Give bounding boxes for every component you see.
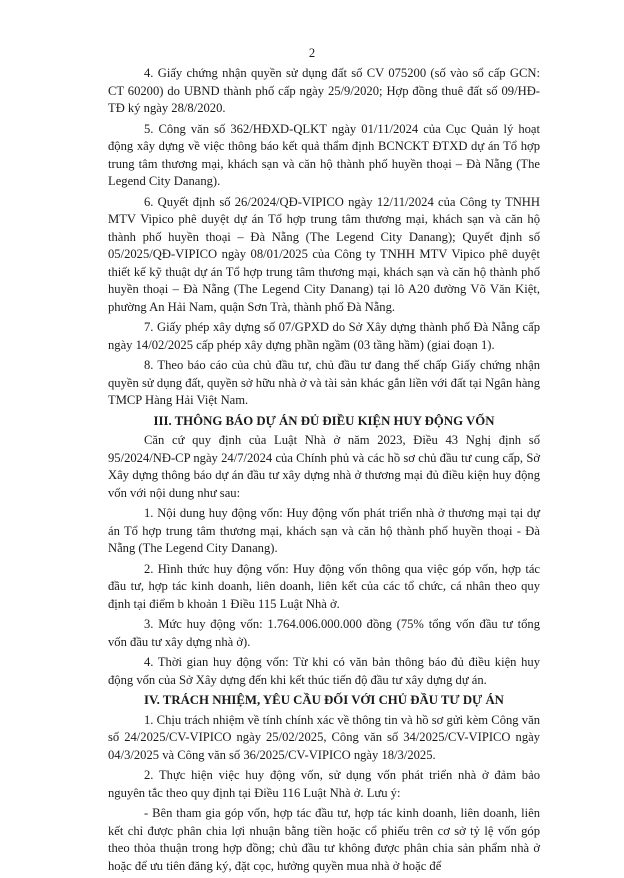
section-3-item-1: 1. Nội dung huy động vốn: Huy động vốn phát triển nhà ở thương mại tại dự án Tổ hợp trung tâm thương mại, khách sạn và căn hộ thành phố huyền thoại - Đà Nẵng (The Legend City Danang).	[108, 506, 540, 555]
paragraph-item-4: 4. Giấy chứng nhận quyền sử dụng đất số CV 075200 (số vào sổ cấp GCN: CT 60200) do UBND thành phố cấp ngày 25/9/2020; Hợp đồng thuê đất số 09/HĐ-TĐ ký ngày 28/8/2020.	[108, 66, 540, 115]
document-body	[108, 65, 540, 878]
section-3-item-3: 3. Mức huy động vốn: 1.764.006.000.000 đồng (75% tổng vốn đầu tư tổng vốn đầu tư xây dựng nhà ở).	[108, 617, 540, 649]
section-4-bullet: - Bên tham gia góp vốn, hợp tác đầu tư, hợp tác kinh doanh, liên doanh, liên kết chỉ được phân chia lợi nhuận bằng tiền hoặc cổ phiếu trên cơ sở tỷ lệ vốn góp theo thỏa thuận trong hợp đồng; chủ đầu tư không được phân chia sản phẩm nhà ở hoặc để ưu tiên đăng ký, đặt cọc, hưởng quyền mua nhà ở hoặc để	[108, 806, 540, 873]
paragraph-item-5: 5. Công văn số 362/HĐXD-QLKT ngày 01/11/2024 của Cục Quản lý hoạt động xây dựng về việc thông báo kết quả thẩm định BCNCKT ĐTXD dự án Tổ hợp trung tâm thương mại, khách sạn và căn hộ thành phố huyền thoại – Đà Nẵng (The Legend City Danang).	[108, 121, 540, 188]
paragraph-item-8: 8. Theo báo cáo của chủ đầu tư, chủ đầu tư đang thế chấp Giấy chứng nhận quyền sử dụng đất, quyền sở hữu nhà ở và tài sản khác gắn liền với đất tại Ngân hàng TMCP Hàng Hải Việt Nam.	[108, 358, 540, 407]
section-4-heading: IV. TRÁCH NHIỆM, YÊU CẦU ĐỐI VỚI CHỦ ĐẦU TƯ DỰ ÁN	[144, 693, 504, 707]
paragraph-item-7: 7. Giấy phép xây dựng số 07/GPXD do Sở Xây dựng thành phố Đà Nẵng cấp ngày 14/02/2025 cấp phép xây dựng phần ngầm (03 tầng hầm) (giai đoạn 1).	[108, 320, 540, 352]
section-4-item-1: 1. Chịu trách nhiệm về tính chính xác về thông tin và hồ sơ gửi kèm Công văn số 24/2025/CV-VIPICO ngày 25/02/2025, Công văn số 34/2025/CV-VIPICO ngày 04/3/2025 và Công văn số 36/2025/CV-VIPICO ngày 18/3/2025.	[108, 712, 540, 762]
section-3-item-4: 4. Thời gian huy động vốn: Từ khi có văn bản thông báo đủ điều kiện huy động vốn của Sở Xây dựng đến khi kết thúc tiến độ đầu tư xây dựng dự án.	[108, 655, 540, 687]
section-3-intro: Căn cứ quy định của Luật Nhà ở năm 2023, Điều 43 Nghị định số 95/2024/NĐ-CP ngày 24/7/2024 của Chính phủ và các hồ sơ chủ đầu tư cung cấp, Sở Xây dựng thông báo dự án đầu tư xây dựng nhà ở thương mại đủ điều kiện huy động vốn với nội dung như sau:	[108, 433, 540, 500]
page-number: 2	[308, 46, 316, 60]
section-3-heading: III. THÔNG BÁO DỰ ÁN ĐỦ ĐIỀU KIỆN HUY ĐỘNG VỐN	[153, 413, 495, 428]
section-4-item-2: 2. Thực hiện việc huy động vốn, sử dụng vốn phát triển nhà ở đảm bảo nguyên tắc theo quy định tại Điều 116 Luật Nhà ở. Lưu ý:	[108, 768, 540, 800]
section-3-item-2: 2. Hình thức huy động vốn: Huy động vốn thông qua việc góp vốn, hợp tác đầu tư, hợp tác kinh doanh, liên doanh, liên kết của các tổ chức, cá nhân theo quy định tại điểm b khoản 1 Điều 115 Luật Nhà ở.	[108, 561, 540, 611]
paragraph-item-6: 6. Quyết định số 26/2024/QĐ-VIPICO ngày 12/11/2024 của Công ty TNHH MTV Vipico phê duyệt dự án Tổ hợp trung tâm thương mại, khách sạn và căn hộ thành phố huyền thoại – Đà Nẵng (The Legend City Danang); Quyết định số 05/2025/QĐ-VIPICO ngày 08/01/2025 của Công ty TNHH MTV Vipico phê duyệt thiết kế kỹ thuật dự án Tổ hợp trung tâm thương mại, khách sạn và căn hộ thành phố huyền thoại – Đà Nẵng (The Legend City Danang) tại lô A20 đường Võ Văn Kiệt, phường An Hải Nam, quận Sơn Trà, thành phố Đà Nẵng.	[108, 194, 540, 314]
